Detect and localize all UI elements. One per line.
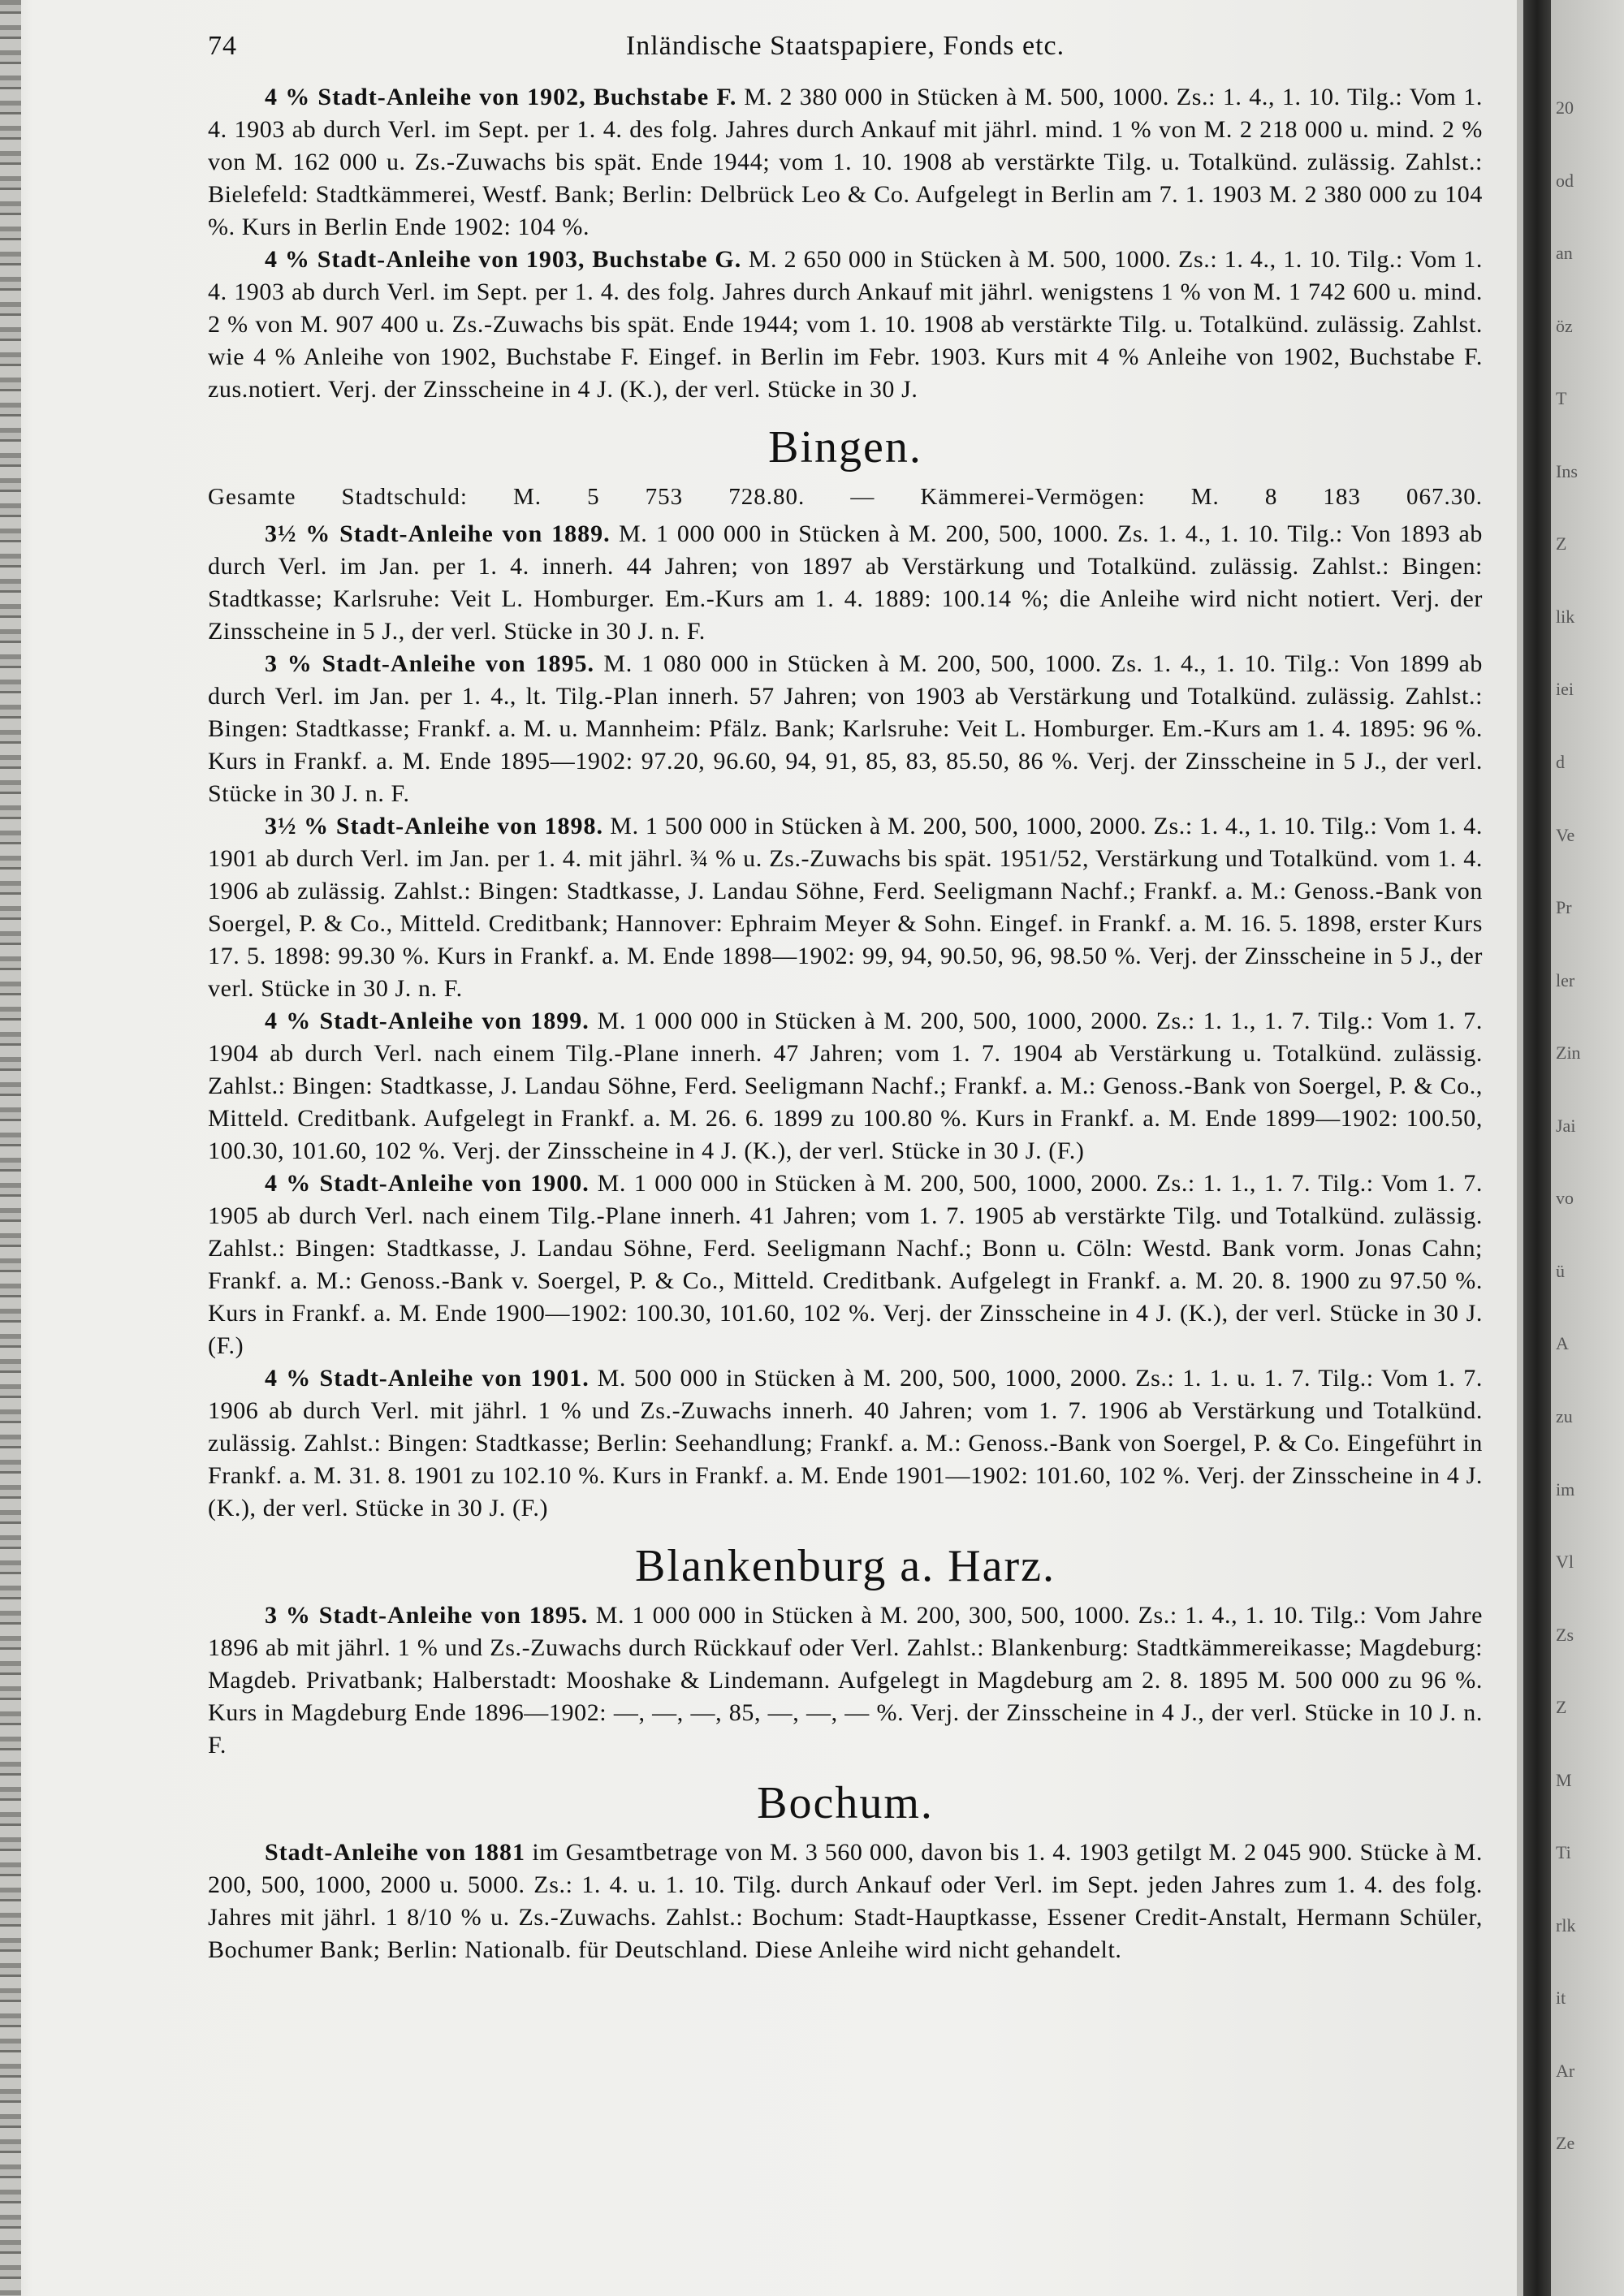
facing-page-fragment: Z: [1556, 533, 1567, 554]
entry-paragraph: [208, 648, 1483, 810]
facing-page-edge: [1551, 0, 1624, 2296]
entry-title: 3 % Stadt-Anleihe von 1895.: [265, 1602, 589, 1629]
facing-page-fragment: Ar: [1556, 2061, 1575, 2081]
facing-page-fragment: Ve: [1556, 825, 1575, 845]
facing-page-fragment: vo: [1556, 1188, 1574, 1208]
facing-page-fragment: Ze: [1556, 2133, 1575, 2153]
facing-page-fragment: Pr: [1556, 897, 1572, 917]
debt-summary: Gesamte Stadtschuld: M. 5 753 728.80. — Kämmerei-Vermögen: M. 8 183 067.30.: [208, 484, 1483, 510]
section-heading-bochum: Bochum.: [757, 1778, 934, 1828]
facing-page-fragment: T: [1556, 388, 1567, 408]
running-title: Inländische Staatspapiere, Fonds etc.: [625, 31, 1065, 61]
entry-text: M. 500 000 in Stücken à M. 200, 500, 1000, 2000. Zs.: 1. 1. u. 1. 7. Tilg.: Vom 1. 7. 1906 ab durch Verl. mit jährl. 1 % und Zs.-Zuwachs innerh. 40 Jahren; vom 1. 7. 1906 ab Verstärkung und Totalkünd. zulässig. Zahlst.: Bingen: Stadtkasse; Berlin: Seehandlung; Frankf. a. M.: Genoss.-Bank von Soergel, P. & Co. Eingeführt in Frankf. a. M. 31. 8. 1901 zu 102.10 %. Kurs in Frankf. a. M. Ende 1901—1902: 101.60, 102 %. Verj. der Zinsscheine in 4 J. (K.), der verl. Stücke in 30 J. (F.): [208, 1365, 1483, 1521]
page-content: [208, 24, 1483, 2290]
entry-title: 3½ % Stadt-Anleihe von 1889.: [265, 520, 611, 547]
facing-page-fragment: Ti: [1556, 1842, 1571, 1862]
entry-paragraph: [208, 810, 1483, 1005]
entry-text: M. 2 650 000 in Stücken à M. 500, 1000. Zs.: 1. 4., 1. 10. Tilg.: Vom 1. 4. 1903 ab durch Verl. im Sept. per 1. 4. des folg. Jahres durch Ankauf mit jährl. wenigstens 1 % von M. 1 742 600 u. mind. 2 % von M. 907 400 u. Zs.-Zuwachs bis spät. Ende 1944; vom 1. 10. 1908 ab verstärkte Tilg. u. Totalkünd. zulässig. Zahlst. wie 4 % Anleihe von 1902, Buchstabe F. Eingef. in Berlin im Febr. 1903. Kurs mit 4 % Anleihe von 1902, Buchstabe F. zus.notiert. Verj. der Zinsscheine in 4 J. (K.), der verl. Stücke in 30 J.: [208, 246, 1483, 403]
facing-page-fragment: d: [1556, 752, 1565, 772]
facing-page-fragment: öz: [1556, 316, 1573, 336]
facing-page-fragment: 20: [1556, 97, 1574, 118]
entry-title: 4 % Stadt-Anleihe von 1902, Buchstabe F.: [265, 84, 737, 110]
facing-page-fragment: Zs: [1556, 1625, 1574, 1645]
gutter-band: [1517, 0, 1523, 2296]
entry-title: 4 % Stadt-Anleihe von 1903, Buchstabe G.: [265, 246, 742, 273]
entry-paragraph: [208, 1167, 1483, 1362]
entry-text: M. 1 000 000 in Stücken à M. 200, 300, 500, 1000. Zs.: 1. 4., 1. 10. Tilg.: Vom Jahre 1896 ab mit jährl. 1 % und Zs.-Zuwachs durch Rückkauf oder Verl. Zahlst.: Blankenburg: Stadtkämmereikasse; Magdeburg: Magdeb. Privatbank; Halberstadt: Mooshake & Lindemann. Aufgelegt in Magdeburg am 2. 8. 1895 M. 500 000 zu 96 %. Kurs in Magdeburg Ende 1896—1902: —, —, —, 85, —, —, — %. Verj. der Zinsscheine in 4 J., der verl. Stücke in 10 J. n. F.: [208, 1602, 1483, 1759]
section-heading-bingen: Bingen.: [768, 422, 922, 473]
facing-page-fragment: Z: [1556, 1697, 1567, 1717]
entry-paragraph: [208, 1836, 1483, 1966]
entry-text: M. 1 500 000 in Stücken à M. 200, 500, 1000, 2000. Zs.: 1. 4., 1. 10. Tilg.: Vom 1. 4. 1901 ab durch Verl. im Jan. per 1. 4. mit jährl. ¾ % u. Zs.-Zuwachs bis spät. 1951/52, Verstärkung und Totalkünd. vom 1. 4. 1906 ab zulässig. Zahlst.: Bingen: Stadtkasse, J. Landau Söhne, Ferd. Seeligmann Nachf.; Frankf. a. M.: Genoss.-Bank von Soergel, P. & Co., Mitteld. Creditbank; Hannover: Ephraim Meyer & Sohn. Eingef. in Frankf. a. M. 16. 5. 1898, erster Kurs 17. 5. 1898: 99.30 %. Kurs in Frankf. a. M. Ende 1898—1902: 99, 94, 90.50, 96, 98.50 %. Verj. der Zinsscheine in 5 J., der verl. Stücke in 30 J. n. F.: [208, 813, 1483, 1002]
facing-page-fragment: an: [1556, 243, 1573, 263]
page-header: [208, 24, 1483, 81]
facing-page-fragment: ü: [1556, 1261, 1565, 1281]
scan-left-edge: [0, 0, 21, 2296]
facing-page-fragment: rlk: [1556, 1915, 1576, 1936]
entry-paragraph: [208, 1005, 1483, 1167]
facing-page-fragment: od: [1556, 170, 1574, 191]
entry-title: 3½ % Stadt-Anleihe von 1898.: [265, 813, 604, 839]
facing-page-fragment: Ins: [1556, 461, 1578, 481]
section-heading-blankenburg: Blankenburg a. Harz.: [635, 1541, 1056, 1591]
entry-title: 3 % Stadt-Anleihe von 1895.: [265, 650, 595, 677]
facing-page-fragment: Zin: [1556, 1042, 1581, 1063]
entry-text: M. 1 080 000 in Stücken à M. 200, 500, 1000. Zs. 1. 4., 1. 10. Tilg.: Von 1899 ab durch Verl. im Jan. per 1. 4., lt. Tilg.-Plan innerh. 57 Jahren; von 1903 ab Verstärkung und Totalkünd. zulässig. Zahlst.: Bingen: Stadtkasse; Frankf. a. M. u. Mannheim: Pfälz. Bank; Karlsruhe: Veit L. Homburger. Em.-Kurs am 1. 4. 1895: 96 %. Kurs in Frankf. a. M. Ende 1895—1902: 97.20, 96.60, 94, 91, 85, 83, 85.50, 86 %. Verj. der Zinsscheine in 5 J., der verl. Stücke in 30 J. n. F.: [208, 650, 1483, 807]
entry-title: 4 % Stadt-Anleihe von 1901.: [265, 1365, 590, 1392]
entry-paragraph: [208, 244, 1483, 406]
facing-page-fragment: A: [1556, 1333, 1569, 1353]
facing-page-fragment: lik: [1556, 606, 1575, 627]
entry-title: Stadt-Anleihe von 1881: [265, 1839, 525, 1866]
entry-text: M. 1 000 000 in Stücken à M. 200, 500, 1000. Zs. 1. 4., 1. 10. Tilg.: Von 1893 ab durch Verl. im Jan. per 1. 4. innerh. 44 Jahren; von 1897 ab Verstärkung und Totalkünd. zulässig. Zahlst.: Bingen: Stadtkasse; Karlsruhe: Veit L. Homburger. Em.-Kurs am 1. 4. 1889: 100.14 %; die Anleihe wird nicht notiert. Verj. der Zinsscheine in 5 J., der verl. Stücke in 30 J. n. F.: [208, 520, 1483, 645]
page-number: 74: [208, 31, 237, 61]
entry-paragraph: [208, 1362, 1483, 1525]
entry-text: M. 2 380 000 in Stücken à M. 500, 1000. Zs.: 1. 4., 1. 10. Tilg.: Vom 1. 4. 1903 ab durch Verl. im Sept. per 1. 4. des folg. Jahres durch Ankauf mit jährl. mind. 1 % von M. 2 218 000 u. mind. 2 % von M. 162 000 u. Zs.-Zuwachs bis spät. Ende 1944; vom 1. 10. 1908 ab verstärkte Tilg. u. Totalkünd. zulässig. Zahlst.: Bielefeld: Stadtkämmerei, Westf. Bank; Berlin: Delbrück Leo & Co. Aufgelegt in Berlin am 7. 1. 1903 M. 2 380 000 zu 104 %. Kurs in Berlin Ende 1902: 104 %.: [208, 84, 1483, 240]
facing-page-fragment: im: [1556, 1479, 1575, 1500]
entry-paragraph: [208, 518, 1483, 648]
facing-page-fragment: Jai: [1556, 1116, 1576, 1136]
facing-page-fragment: M: [1556, 1770, 1572, 1790]
book-spine-shadow: [1523, 0, 1551, 2296]
facing-page-fragment: iei: [1556, 679, 1574, 699]
facing-page-fragment: ler: [1556, 970, 1575, 990]
entry-paragraph: [208, 81, 1483, 244]
facing-page-fragment: it: [1556, 1987, 1566, 2008]
entry-title: 4 % Stadt-Anleihe von 1899.: [265, 1008, 590, 1034]
entry-text: im Gesamtbetrage von M. 3 560 000, davon bis 1. 4. 1903 getilgt M. 2 045 900. Stücke à M. 200, 500, 1000, 2000 u. 5000. Zs.: 1. 4. u. 1. 10. Tilg. durch Ankauf oder Verl. im Sept. jeden Jahres zum 1. 4. des folg. Jahres mit jährl. 1 8/10 % u. Zs.-Zuwachs. Zahlst.: Bochum: Stadt-Hauptkasse, Essener Credit-Anstalt, Hermann Schüler, Bochumer Bank; Berlin: Nationalb. für Deutschland. Diese Anleihe wird nicht gehandelt.: [208, 1839, 1483, 1963]
entry-paragraph: [208, 1599, 1483, 1762]
entry-title: 4 % Stadt-Anleihe von 1900.: [265, 1170, 590, 1197]
entry-text: M. 1 000 000 in Stücken à M. 200, 500, 1000, 2000. Zs.: 1. 1., 1. 7. Tilg.: Vom 1. 7. 1905 ab durch Verl. nach einem Tilg.-Plane innerh. 41 Jahren; vom 1. 7. 1905 ab verstärkte Tilg. und Totalkünd. zulässig. Zahlst.: Bingen: Stadtkasse, J. Landau Söhne, Ferd. Seeligmann Nachf.; Bonn u. Cöln: Westd. Bank vorm. Jonas Cahn; Frankf. a. M.: Genoss.-Bank v. Soergel, P. & Co., Mitteld. Creditbank. Aufgelegt in Frankf. a. M. 20. 8. 1900 zu 97.50 %. Kurs in Frankf. a. M. Ende 1900—1902: 100.30, 101.60, 102 %. Verj. der Zinsscheine in 4 J. (K.), der verl. Stücke in 30 J. (F.): [208, 1170, 1483, 1359]
facing-page-fragment: zu: [1556, 1406, 1573, 1426]
entry-text: M. 1 000 000 in Stücken à M. 200, 500, 1000, 2000. Zs.: 1. 1., 1. 7. Tilg.: Vom 1. 7. 1904 ab durch Verl. nach einem Tilg.-Plane innerh. 47 Jahren; vom 1. 7. 1904 ab Verstärkung u. Totalkünd. zulässig. Zahlst.: Bingen: Stadtkasse, J. Landau Söhne, Ferd. Seeligmann Nachf.; Frankf. a. M.: Genoss.-Bank von Soergel, P. & Co., Mitteld. Creditbank. Aufgelegt in Frankf. a. M. 26. 6. 1899 zu 100.80 %. Kurs in Frankf. a. M. Ende 1899—1902: 100.50, 100.30, 101.60, 102 %. Verj. der Zinsscheine in 4 J. (K.), der verl. Stücke in 30 J. (F.): [208, 1008, 1483, 1164]
facing-page-fragment: Vl: [1556, 1552, 1574, 1572]
